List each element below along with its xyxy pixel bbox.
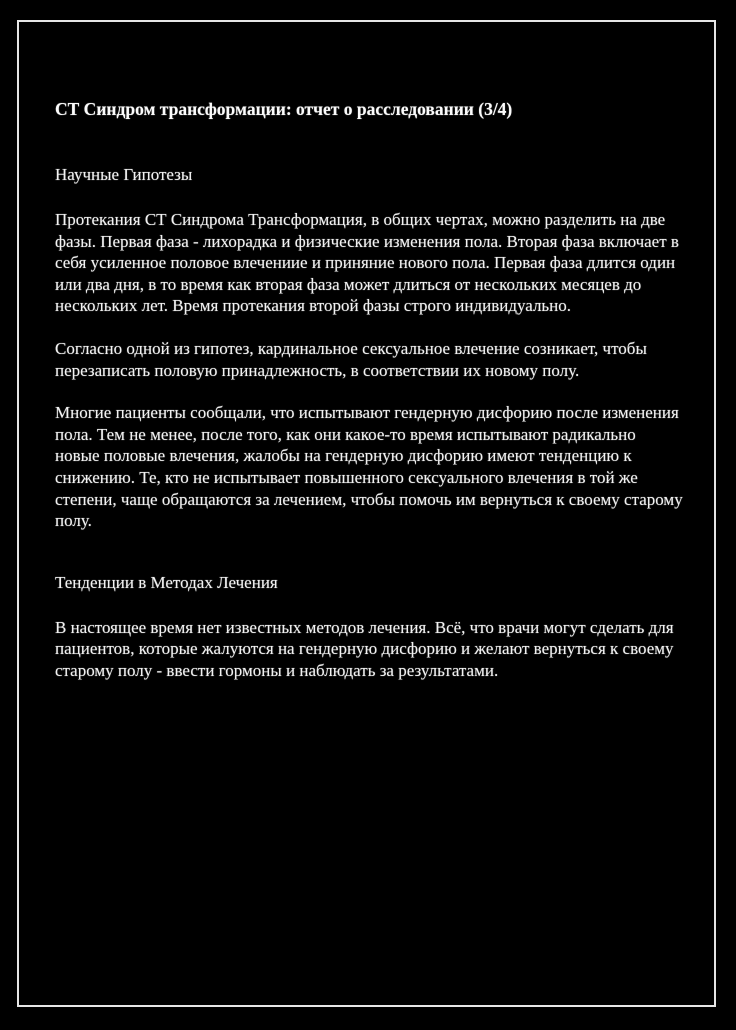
page-border-frame — [17, 20, 716, 1007]
paragraph-hypothesis: Согласно одной из гипотез, кардинальное сексуальное влечение созникает, чтобы перезаписать половую принадлежность, в соответствии их новому полу. — [55, 338, 647, 380]
paragraph-treatment: В настоящее время нет известных методов лечения. Всё, что врачи могут сделать для пациентов, которые жалуются на гендерную дисфорию и желают вернуться к своему старому полу - ввести гормоны и наблюдать за результатами. — [55, 617, 674, 680]
section-heading-treatment-trends: Тенденции в Методах Лечения — [55, 572, 278, 592]
report-title: СТ Синдром трансформации: отчет о расследовании (3/4) — [55, 99, 513, 119]
paragraph-dysphoria: Многие пациенты сообщали, что испытывают гендерную дисфорию после изменения пола. Тем не менее, после того, как они какое-то время испытывают радикально новые половые влечения, жалобы на гендерную дисфорию имеют тенденцию к снижению. Те, кто не испытывает повышенного сексуального влечения в той же степени, чаще обращаются за лечением, чтобы помочь им вернуться к своему старому полу. — [55, 403, 683, 531]
section-heading-scientific-hypotheses: Научные Гипотезы — [55, 165, 193, 184]
report-body — [55, 164, 683, 682]
paragraph-phases: Протекания СТ Синдрома Трансформация, в общих чертах, можно разделить на две фазы. Первая фаза - лихорадка и физические изменения пола. Вторая фаза включает в себя усиленное половое влечениие и приняние нового пола. Первая фаза длится один или два дня, в то время как вторая фаза может длиться от нескольких месяцев до нескольких лет. Время протекания второй фазы строго индивидуально. — [55, 210, 679, 316]
